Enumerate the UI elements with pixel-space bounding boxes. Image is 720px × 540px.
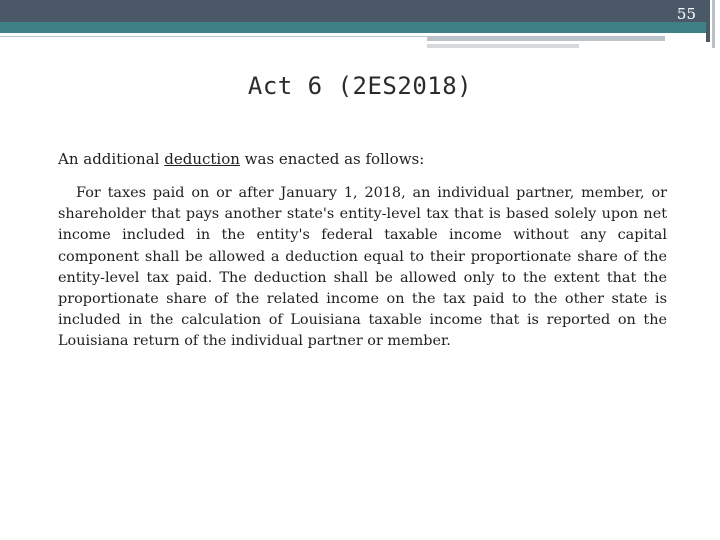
statute-paragraph: For taxes paid on or after January 1, 2018, an individual partner, member, or shareholder that pays another state's entity-level tax that is based solely upon net income included in the entity's federal taxable income without any capital component shall be allowed a deduction equal to their proportionate share of the entity-level tax paid. The deduction shall be allowed only to the extent that the proportionate share of the related income on the tax paid to the other state is included in the calculation of Louisiana taxable income that is reported on the Louisiana return of the individual partner or member. (58, 185, 667, 350)
intro-sentence (58, 150, 678, 168)
header-band-teal (0, 22, 706, 33)
right-edge-bar-dark (706, 0, 710, 42)
intro-text-after: was enacted as follows: (239, 150, 425, 168)
intro-underlined-term: deduction (164, 150, 240, 168)
page-number: 55 (676, 5, 696, 23)
slide-title: Act 6 (2ES2018) (247, 72, 473, 100)
right-edge-bar-gray (712, 0, 715, 48)
intro-text-before: An additional (58, 150, 165, 168)
header-accent-bar (427, 37, 665, 41)
header-band-dark (0, 0, 706, 22)
header-accent-bar-short (427, 44, 579, 48)
